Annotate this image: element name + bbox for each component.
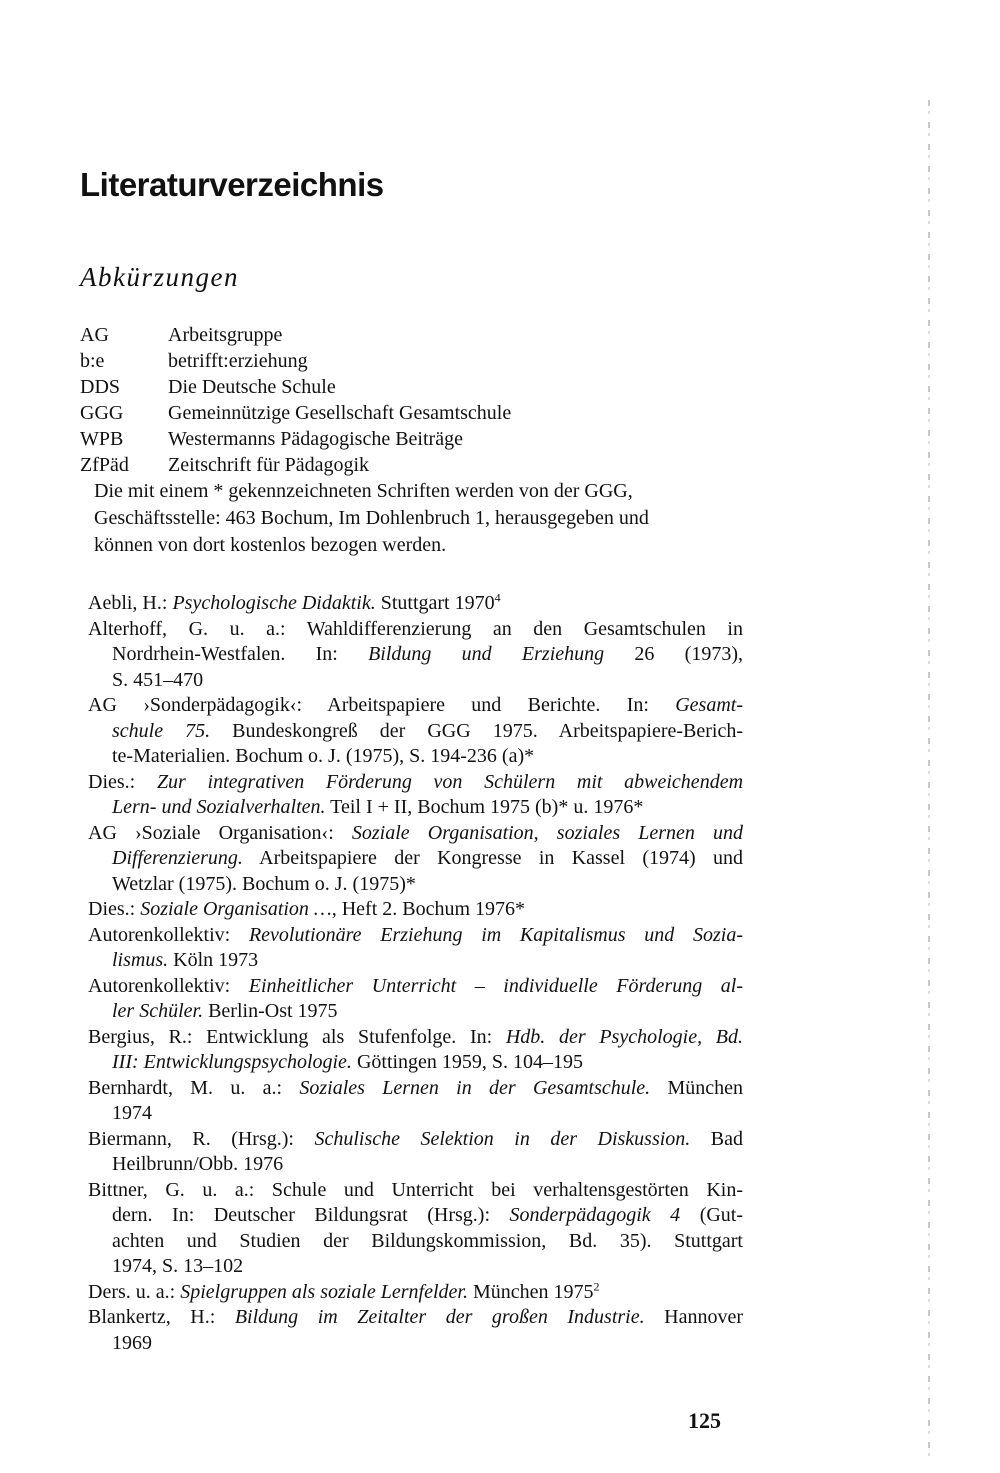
abbreviations-heading: Abkürzungen [80, 262, 239, 292]
bibliography-line: AG ›Soziale Organisation‹: Soziale Organisation, soziales Lernen und [88, 821, 743, 844]
bibliography-line: Dies.: Zur integrativen Förderung von Schülern mit abweichendem [88, 770, 744, 793]
bibliography-line: Wetzlar (1975). Bochum o. J. (1975)* [112, 872, 416, 895]
abbreviation-row [80, 348, 511, 374]
abbreviation-key: AG [80, 324, 109, 346]
bibliography-line: Bergius, R.: Entwicklung als Stufenfolge. In: Hdb. der Psychologie, Bd. [88, 1025, 743, 1048]
bibliography-line: Aebli, H.: Psychologische Didaktik. Stuttgart 1970$^4$ [88, 590, 501, 614]
abbreviation-key: WPB [80, 428, 124, 450]
abbreviation-key: b:e [80, 350, 105, 372]
bibliography-entry [88, 1076, 743, 1127]
bibliography-line: Lern- und Sozialverhalten. Teil I + II, Bochum 1975 (b)* u. 1976* [112, 796, 644, 818]
abbreviation-value: Die Deutsche Schule [168, 376, 336, 398]
bibliography-line: ler Schüler. Berlin-Ost 1975 [112, 1000, 338, 1022]
abbreviation-row [80, 322, 511, 348]
bibliography-line: Heilbrunn/Obb. 1976 [112, 1153, 284, 1175]
bibliography-entry [88, 923, 743, 974]
bibliography-entry [88, 974, 743, 1025]
bibliography-entry [88, 693, 743, 770]
abbreviation-key: DDS [80, 376, 121, 398]
bibliography-line: Alterhoff, G. u. a.: Wahldifferenzierung an den Gesamtschulen in [88, 617, 743, 640]
bibliography-line: Nordrhein-Westfalen. In: Bildung und Erziehung 26 (1973), [112, 643, 744, 665]
bibliography-entry [88, 1305, 743, 1356]
abbreviation-row [80, 374, 511, 400]
abbreviation-value: Gemeinnützige Gesellschaft Gesamtschule [168, 402, 512, 424]
bibliography-line: Bernhardt, M. u. a.: Soziales Lernen in der Gesamtschule. München [88, 1076, 744, 1099]
bibliography-entry [88, 1127, 743, 1178]
abbreviation-row [80, 426, 511, 452]
bibliography-line: te-Materialien. Bochum o. J. (1975), S. 194-236 (a)* [112, 745, 535, 767]
bibliography-line: 1969 [112, 1331, 152, 1354]
note-line: können von dort kostenlos bezogen werden. [94, 534, 447, 556]
abbreviation-key: ZfPäd [80, 454, 129, 476]
abbreviation-row [80, 400, 511, 426]
abbreviation-key: GGG [80, 402, 124, 424]
bibliography-line: AG ›Sonderpädagogik‹: Arbeitspapiere und Berichte. In: Gesamt- [88, 694, 743, 716]
abbreviation-value: Westermanns Pädagogische Beiträge [168, 428, 463, 450]
bibliography-entry [88, 897, 743, 923]
bibliography-entry [88, 821, 743, 898]
abbreviations-note [80, 478, 745, 559]
abbreviation-value: Zeitschrift für Pädagogik [168, 454, 370, 476]
bibliography-list [88, 591, 743, 1356]
note-line: Die mit einem * gekennzeichneten Schriften werden von der GGG, [94, 480, 633, 502]
bibliography-entry [88, 1280, 743, 1306]
bibliography-entry [88, 591, 743, 617]
bibliography-line: achten und Studien der Bildungskommission, Bd. 35). Stuttgart [112, 1229, 743, 1252]
bibliography-line: Autorenkollektiv: Revolutionäre Erziehung im Kapitalismus und Sozia- [88, 923, 743, 946]
bibliography-line: Ders. u. a.: Spielgruppen als soziale Lernfelder. München 1975$^2$ [88, 1278, 600, 1303]
bibliography-line: Dies.: Soziale Organisation …, Heft 2. Bochum 1976* [88, 898, 526, 920]
bibliography-line: Bittner, G. u. a.: Schule und Unterricht bei verhaltensgestörten Kin- [88, 1178, 743, 1201]
note-line: Geschäftsstelle: 463 Bochum, Im Dohlenbruch 1, herausgegeben und [94, 507, 649, 529]
bibliography-line: lismus. Köln 1973 [112, 949, 259, 971]
scan-edge-artifact [928, 100, 930, 1460]
bibliography-entry [88, 617, 743, 694]
bibliography-line: S. 451–470 [112, 668, 204, 691]
page-title: Literaturverzeichnis [80, 166, 384, 203]
abbreviation-value: Arbeitsgruppe [168, 324, 283, 346]
bibliography-line: 1974, S. 13–102 [112, 1255, 244, 1277]
bibliography-line: Blankertz, H.: Bildung im Zeitalter der großen Industrie. Hannover [88, 1306, 743, 1328]
abbreviation-value: betrifft:erziehung [168, 350, 308, 372]
bibliography-line: Autorenkollektiv: Einheitlicher Unterricht – individuelle Förderung al- [88, 974, 743, 997]
bibliography-line: Biermann, R. (Hrsg.): Schulische Selektion in der Diskussion. Bad [88, 1127, 743, 1150]
abbreviations-list [80, 322, 511, 478]
bibliography-entry [88, 1178, 743, 1280]
bibliography-entry [88, 1025, 743, 1076]
bibliography-line: 1974 [112, 1102, 152, 1124]
bibliography-line: III: Entwicklungspsychologie. Göttingen 1959, S. 104–195 [112, 1051, 584, 1073]
bibliography-line: Differenzierung. Arbeitspapiere der Kongresse in Kassel (1974) und [112, 847, 743, 869]
bibliography-line: dern. In: Deutscher Bildungsrat (Hrsg.): Sonderpädagogik 4 (Gut- [112, 1204, 744, 1226]
bibliography-entry [88, 770, 743, 821]
abbreviation-row [80, 452, 511, 478]
page-number: 125 [688, 1408, 721, 1433]
bibliography-line: schule 75. Bundeskongreß der GGG 1975. Arbeitspapiere-Berich- [112, 719, 744, 742]
